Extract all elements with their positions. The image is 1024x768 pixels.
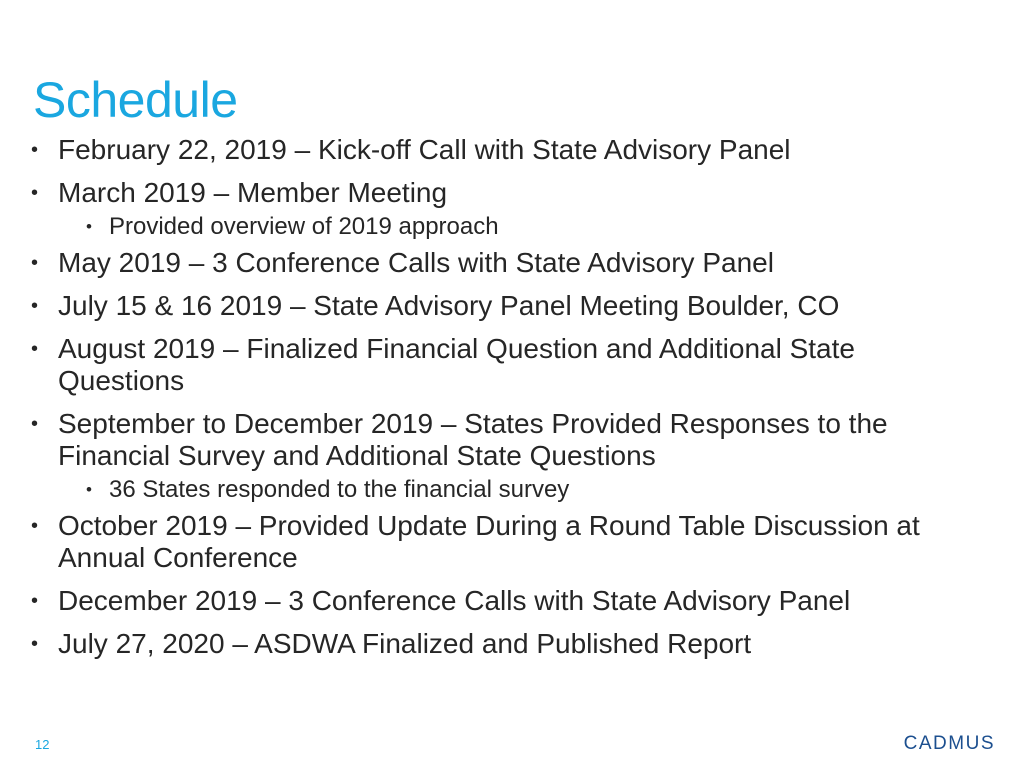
list-item-text: February 22, 2019 – Kick-off Call with State Advisory Panel xyxy=(58,134,791,165)
sub-list-item xyxy=(0,214,1024,240)
bullet-icon: • xyxy=(31,252,39,274)
list-item xyxy=(0,628,1024,660)
bullet-icon: • xyxy=(31,413,39,435)
bullet-icon: • xyxy=(31,295,39,317)
bullet-icon: • xyxy=(31,590,39,612)
list-item-text: December 2019 – 3 Conference Calls with State Advisory Panel xyxy=(58,585,851,616)
bullet-icon: • xyxy=(31,139,39,161)
list-item xyxy=(0,408,1024,472)
bullet-icon: • xyxy=(31,182,39,204)
list-item-text: July 27, 2020 – ASDWA Finalized and Published Report xyxy=(58,628,752,659)
list-item xyxy=(0,290,1024,322)
list-item xyxy=(0,585,1024,617)
list-item-text: October 2019 – Provided Update During a Round Table Discussion at Annual Conference xyxy=(58,510,920,573)
list-item-text: September to December 2019 – States Provided Responses to the Financial Survey and Additional State Questions xyxy=(58,408,888,471)
list-item xyxy=(0,510,1024,574)
list-item xyxy=(0,247,1024,279)
bullet-icon: • xyxy=(31,515,39,537)
list-item xyxy=(0,333,1024,397)
slide-title: Schedule xyxy=(33,71,238,128)
list-item xyxy=(0,134,1024,166)
list-item-text: 36 States responded to the financial survey xyxy=(109,476,570,503)
list-item-text: Provided overview of 2019 approach xyxy=(109,213,499,240)
bullet-icon: • xyxy=(31,338,39,360)
schedule-list xyxy=(0,134,1024,671)
list-item-text: March 2019 – Member Meeting xyxy=(58,177,448,208)
list-item-text: August 2019 – Finalized Financial Question and Additional State Questions xyxy=(58,333,855,396)
bullet-icon: • xyxy=(86,217,92,236)
page-number: 12 xyxy=(35,737,50,752)
list-item-text: May 2019 – 3 Conference Calls with State Advisory Panel xyxy=(58,247,774,278)
cadmus-logo: CADMUS xyxy=(903,733,995,754)
bullet-icon: • xyxy=(86,480,92,499)
sub-list-item xyxy=(0,477,1024,503)
list-item-text: July 15 & 16 2019 – State Advisory Panel Meeting Boulder, CO xyxy=(58,290,840,321)
list-item xyxy=(0,177,1024,209)
bullet-icon: • xyxy=(31,633,39,655)
